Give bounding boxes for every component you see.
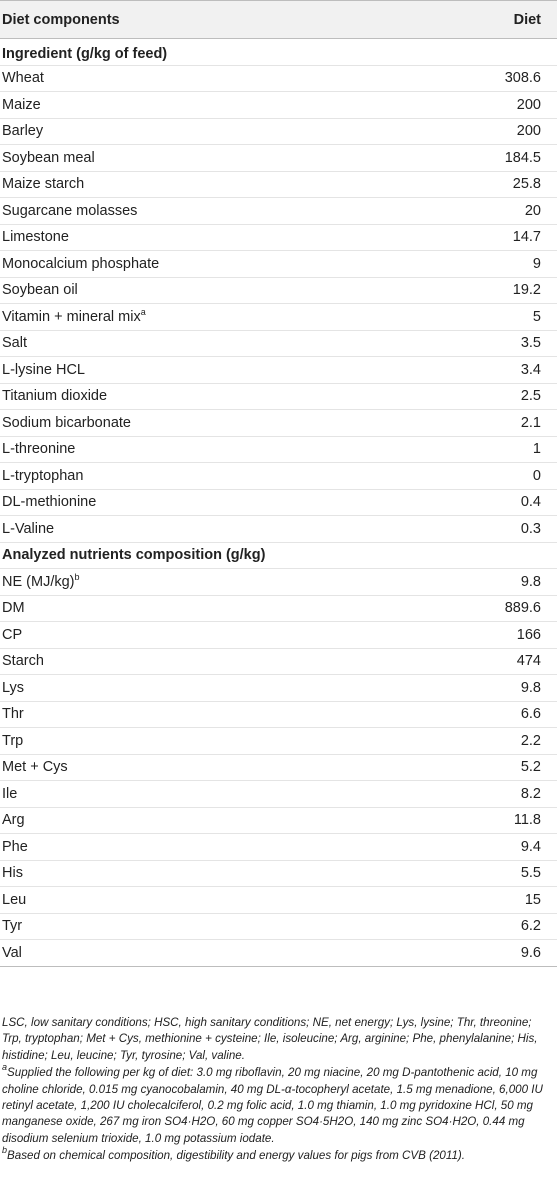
row-label-text: Tyr bbox=[2, 918, 23, 935]
row-label-text: Thr bbox=[2, 706, 24, 723]
footnote-marker: b bbox=[74, 571, 80, 582]
row-label bbox=[0, 860, 420, 887]
section-ingredients bbox=[0, 39, 557, 66]
row-value: 19.2 bbox=[420, 277, 557, 304]
row-label-text: DM bbox=[2, 600, 25, 617]
row-label bbox=[0, 383, 420, 410]
header-diet-components: Diet components bbox=[0, 1, 420, 39]
row-label bbox=[0, 224, 420, 251]
table-row bbox=[0, 940, 557, 967]
row-value: 5.5 bbox=[420, 860, 557, 887]
row-value: 0.3 bbox=[420, 516, 557, 543]
row-label bbox=[0, 330, 420, 357]
footnote-marker: a bbox=[140, 306, 146, 317]
row-value: 5 bbox=[420, 304, 557, 331]
table-row bbox=[0, 489, 557, 516]
row-label-text: L-lysine HCL bbox=[2, 361, 85, 378]
row-label bbox=[0, 595, 420, 622]
row-label-text: Limestone bbox=[2, 229, 69, 246]
row-label bbox=[0, 834, 420, 861]
row-value: 3.4 bbox=[420, 357, 557, 384]
row-value: 0 bbox=[420, 463, 557, 490]
row-label bbox=[0, 463, 420, 490]
row-label bbox=[0, 675, 420, 702]
footnote-a-mark: a bbox=[2, 1062, 8, 1073]
table-row bbox=[0, 913, 557, 940]
row-value: 20 bbox=[420, 198, 557, 225]
row-value: 308.6 bbox=[420, 65, 557, 92]
table-row bbox=[0, 171, 557, 198]
row-value: 9 bbox=[420, 251, 557, 278]
row-label bbox=[0, 92, 420, 119]
row-label-text: Starch bbox=[2, 653, 44, 670]
row-label bbox=[0, 622, 420, 649]
row-label-text: Leu bbox=[2, 891, 27, 908]
row-label-text: DL-methionine bbox=[2, 494, 97, 511]
table-row bbox=[0, 224, 557, 251]
row-label bbox=[0, 410, 420, 437]
row-value: 2.5 bbox=[420, 383, 557, 410]
table-row bbox=[0, 304, 557, 331]
table-row bbox=[0, 383, 557, 410]
row-label bbox=[0, 913, 420, 940]
row-value: 1 bbox=[420, 436, 557, 463]
row-label bbox=[0, 887, 420, 914]
section-label: Analyzed nutrients composition (g/kg) bbox=[0, 542, 557, 569]
table-row bbox=[0, 807, 557, 834]
table-row bbox=[0, 834, 557, 861]
table-footnotes bbox=[2, 1015, 554, 1166]
row-label bbox=[0, 516, 420, 543]
row-label-text: Sugarcane molasses bbox=[2, 202, 138, 219]
table-row bbox=[0, 277, 557, 304]
table-row bbox=[0, 569, 557, 596]
row-value: 166 bbox=[420, 622, 557, 649]
table-row bbox=[0, 145, 557, 172]
table-row bbox=[0, 675, 557, 702]
table-header-row bbox=[0, 1, 557, 39]
row-label bbox=[0, 304, 420, 331]
row-label-text: Vitamin + mineral mix bbox=[2, 308, 141, 325]
row-value: 3.5 bbox=[420, 330, 557, 357]
table-row bbox=[0, 198, 557, 225]
row-value: 15 bbox=[420, 887, 557, 914]
row-label-text: Arg bbox=[2, 812, 25, 829]
row-value: 200 bbox=[420, 118, 557, 145]
row-label bbox=[0, 940, 420, 967]
table-row bbox=[0, 860, 557, 887]
row-value: 0.4 bbox=[420, 489, 557, 516]
table-row bbox=[0, 410, 557, 437]
section-label: Ingredient (g/kg of feed) bbox=[0, 39, 557, 66]
table-row bbox=[0, 436, 557, 463]
footnote-a bbox=[2, 1062, 554, 1147]
row-label bbox=[0, 198, 420, 225]
row-label-text: Trp bbox=[2, 732, 24, 749]
row-label bbox=[0, 781, 420, 808]
row-label-text: Soybean oil bbox=[2, 282, 78, 299]
row-label-text: Soybean meal bbox=[2, 149, 95, 166]
row-label bbox=[0, 436, 420, 463]
row-label bbox=[0, 251, 420, 278]
row-label-text: Titanium dioxide bbox=[2, 388, 108, 405]
row-value: 200 bbox=[420, 92, 557, 119]
footnote-a-text: Supplied the following per kg of diet: 3.0 mg riboflavin, 20 mg niacine, 20 mg D-pantothenic acid, 10 mg choline chloride, 0.015 mg cyanocobalamin, 40 mg DL-α-tocopheryl acetate, 1.5 mg menadione, 6,000 IU retinyl acetate, 1,200 IU cholecalciferol, 0.2 mg folic acid, 1.0 mg thiamin, 1.0 mg pyridoxine HCl, 50 mg manganese oxide, 267 mg iron SO4·H2O, 60 mg copper SO4·5H2O, 140 mg zinc SO4·H2O, 0.44 mg disodium selenium trioxide, 1.0 mg potassium iodate. bbox=[2, 1066, 543, 1145]
row-label-text: Wheat bbox=[2, 70, 44, 87]
table-row bbox=[0, 648, 557, 675]
table-row bbox=[0, 701, 557, 728]
row-label-text: Lys bbox=[2, 679, 25, 696]
row-label-text: L-threonine bbox=[2, 441, 76, 458]
row-label bbox=[0, 807, 420, 834]
row-value: 11.8 bbox=[420, 807, 557, 834]
table-row bbox=[0, 118, 557, 145]
table-row bbox=[0, 754, 557, 781]
table-row bbox=[0, 330, 557, 357]
footnote-b bbox=[2, 1145, 554, 1164]
row-label-text: Barley bbox=[2, 123, 44, 140]
table-body bbox=[0, 39, 557, 967]
section-nutrients bbox=[0, 542, 557, 569]
table-row bbox=[0, 622, 557, 649]
row-value: 8.2 bbox=[420, 781, 557, 808]
row-value: 5.2 bbox=[420, 754, 557, 781]
row-label-text: Val bbox=[2, 944, 22, 961]
footnote-b-text: Based on chemical composition, digestibility and energy values for pigs from CVB (2011). bbox=[7, 1149, 465, 1163]
row-value: 9.8 bbox=[420, 675, 557, 702]
table-row bbox=[0, 887, 557, 914]
row-label-text: Maize bbox=[2, 96, 41, 113]
row-label bbox=[0, 118, 420, 145]
header-diet: Diet bbox=[420, 1, 557, 39]
row-value: 9.4 bbox=[420, 834, 557, 861]
row-label bbox=[0, 145, 420, 172]
row-value: 2.2 bbox=[420, 728, 557, 755]
row-label bbox=[0, 728, 420, 755]
row-value: 2.1 bbox=[420, 410, 557, 437]
row-label-text: NE (MJ/kg) bbox=[2, 573, 75, 590]
row-label-text: Phe bbox=[2, 838, 28, 855]
table-row bbox=[0, 463, 557, 490]
row-label-text: Sodium bicarbonate bbox=[2, 414, 131, 431]
row-label bbox=[0, 171, 420, 198]
row-label bbox=[0, 701, 420, 728]
row-value: 9.8 bbox=[420, 569, 557, 596]
row-label-text: L-Valine bbox=[2, 520, 55, 537]
footnote-b-mark: b bbox=[2, 1145, 8, 1156]
row-value: 184.5 bbox=[420, 145, 557, 172]
row-label-text: Salt bbox=[2, 335, 27, 352]
row-label-text: His bbox=[2, 865, 23, 882]
table-row bbox=[0, 516, 557, 543]
row-value: 6.6 bbox=[420, 701, 557, 728]
table-row bbox=[0, 251, 557, 278]
row-label-text: Maize starch bbox=[2, 176, 85, 193]
table-row bbox=[0, 65, 557, 92]
row-label bbox=[0, 65, 420, 92]
row-value: 25.8 bbox=[420, 171, 557, 198]
table-row bbox=[0, 357, 557, 384]
row-label bbox=[0, 569, 420, 596]
table-row bbox=[0, 595, 557, 622]
row-value: 9.6 bbox=[420, 940, 557, 967]
table-row bbox=[0, 728, 557, 755]
footnote-abbreviations: LSC, low sanitary conditions; HSC, high sanitary conditions; NE, net energy; Lys, lysine; Thr, threonine; Trp, tryptophan; Met + Cys, methionine + cysteine; Ile, isoleucine; Arg, arginine; Phe, phenylalanine; His, histidine; Leu, leucine; Tyr, tyrosine; Val, valine. bbox=[2, 1016, 538, 1062]
row-value: 889.6 bbox=[420, 595, 557, 622]
row-label-text: Ile bbox=[2, 785, 18, 802]
row-label bbox=[0, 357, 420, 384]
row-label-text: Monocalcium phosphate bbox=[2, 255, 160, 272]
row-value: 474 bbox=[420, 648, 557, 675]
row-value: 6.2 bbox=[420, 913, 557, 940]
row-label bbox=[0, 754, 420, 781]
row-label bbox=[0, 277, 420, 304]
row-label-text: CP bbox=[2, 626, 23, 643]
row-label-text: L-tryptophan bbox=[2, 467, 84, 484]
row-value: 14.7 bbox=[420, 224, 557, 251]
table-row bbox=[0, 781, 557, 808]
table-row bbox=[0, 92, 557, 119]
row-label bbox=[0, 648, 420, 675]
row-label bbox=[0, 489, 420, 516]
row-label-text: Met + Cys bbox=[2, 759, 68, 776]
